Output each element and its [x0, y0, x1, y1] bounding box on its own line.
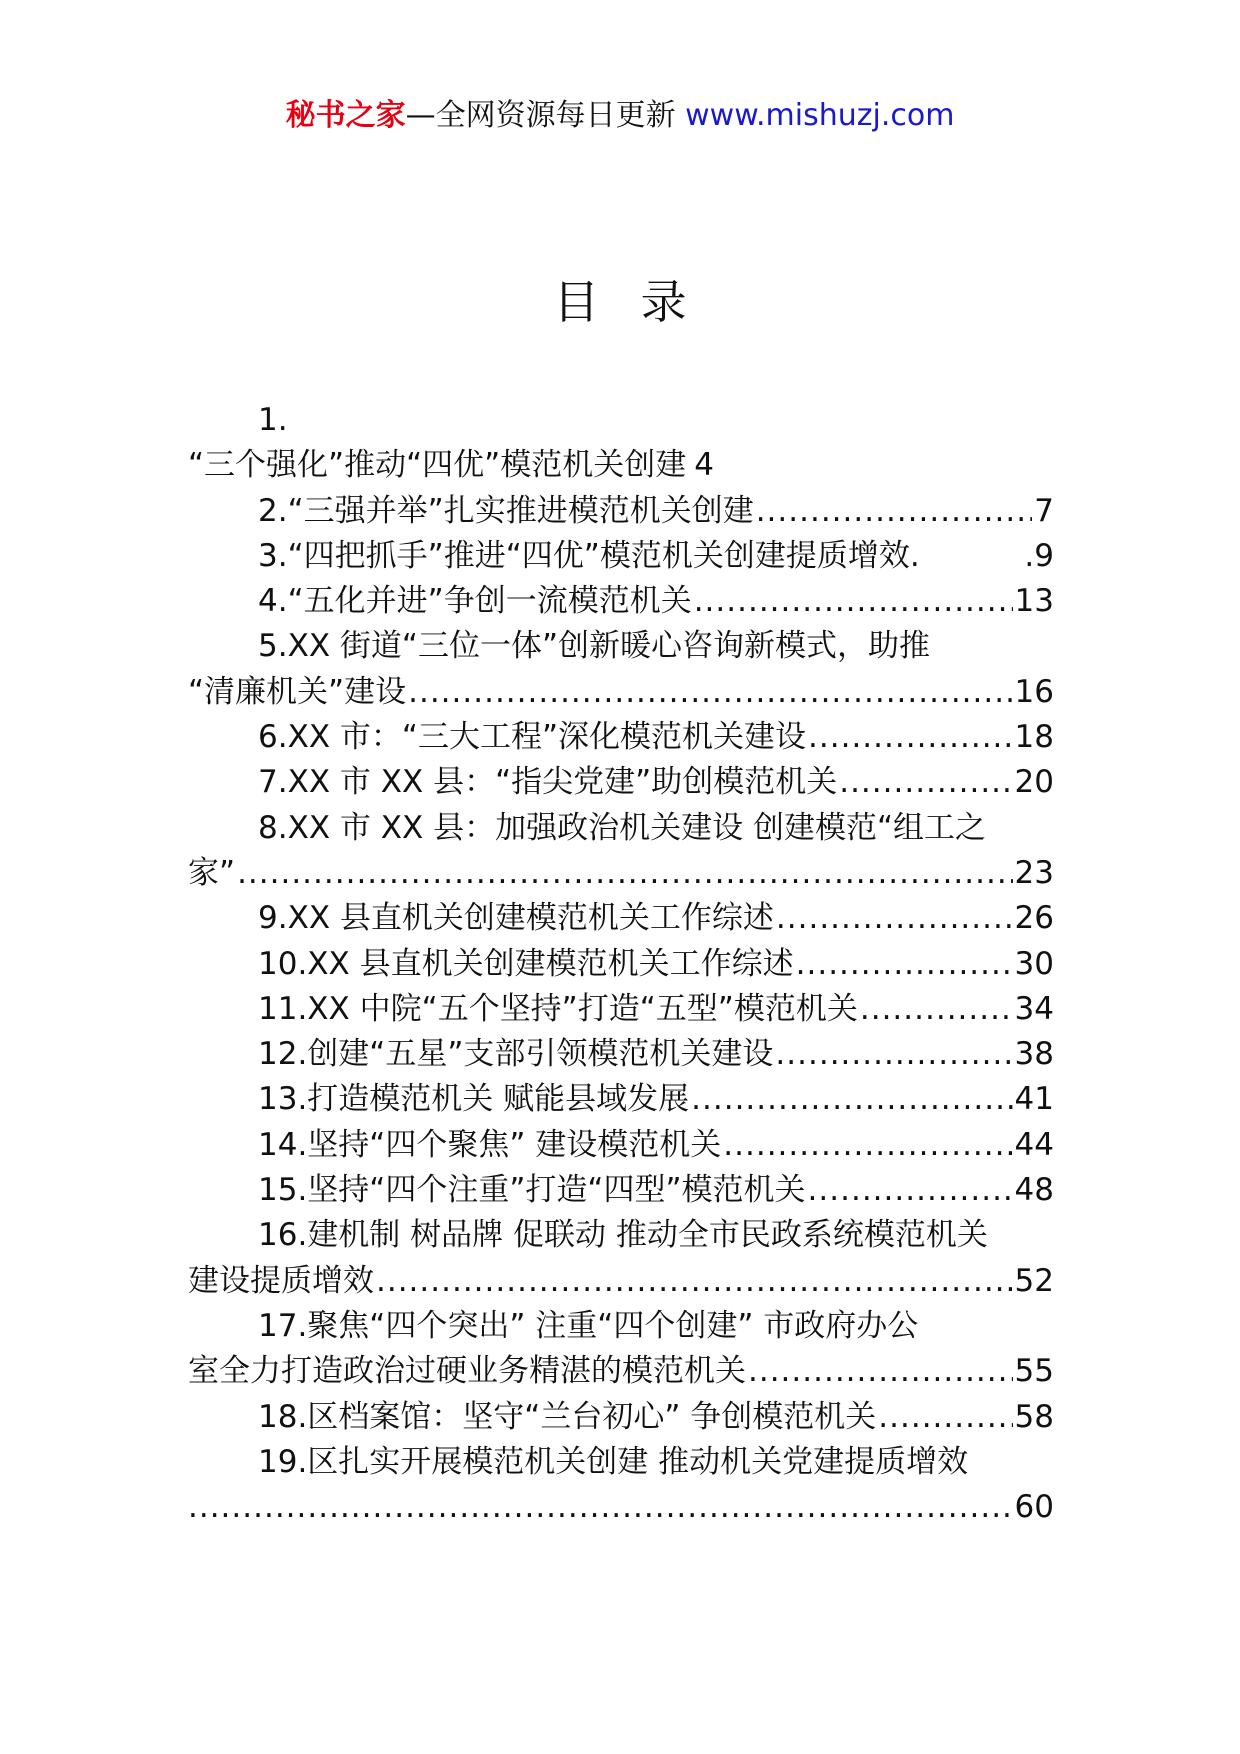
toc-entry-5-line-1[interactable] [188, 624, 1054, 669]
toc-entry-text: 18.区档案馆：坚守“兰台初心” 争创模范机关 [258, 1398, 877, 1435]
toc-entry-text: 3.“四把抓手”推进“四优”模范机关创建提质增效. [258, 537, 920, 574]
header-slogan: —全网资源每日更新 [405, 98, 676, 133]
toc-entry-1-number[interactable] [188, 398, 1054, 443]
toc-entry-text: 11.XX 中院“五个坚持”打造“五型”模范机关 [258, 990, 858, 1027]
toc-entry-11[interactable] [188, 987, 1054, 1032]
toc-entry-6[interactable] [188, 715, 1054, 760]
toc-entry-text: 9.XX 县直机关创建模范机关工作综述 [258, 900, 774, 937]
site-header [0, 96, 1240, 136]
site-url-link[interactable]: www.mishuzj.com [685, 98, 955, 133]
toc-entry-text: 家” [188, 854, 236, 891]
toc-entry-text: 19.区扎实开展模范机关创建 推动机关党建提质增效 [258, 1443, 969, 1480]
toc-entry-17-line-1[interactable] [188, 1304, 1054, 1349]
toc-entry-3[interactable] [188, 534, 1054, 579]
toc-page-number: 26 [1014, 900, 1054, 937]
toc-page-number: .9 [1024, 537, 1054, 574]
toc-entry-4[interactable] [188, 579, 1054, 624]
toc-page-number: 60 [1014, 1489, 1054, 1526]
toc-entry-text: 建设提质增效 [188, 1262, 374, 1299]
toc-entry-1[interactable] [188, 443, 1054, 488]
toc-entry-9[interactable] [188, 896, 1054, 941]
toc-entry-text: “三个强化”推动“四优”模范机关创建 [188, 447, 687, 484]
toc-entry-text: 17.聚焦“四个突出” 注重“四个创建” 市政府办公 [258, 1307, 919, 1344]
toc-leader-dots [776, 896, 1013, 941]
toc-entry-text: 7.XX 市 XX 县：“指尖党建”助创模范机关 [258, 764, 838, 801]
toc-page-number: 13 [1014, 583, 1054, 620]
toc-entry-12[interactable] [188, 1032, 1054, 1077]
toc-leader-dots [808, 1168, 1013, 1213]
toc-entry-text: 15.坚持“四个注重”打造“四型”模范机关 [258, 1172, 806, 1209]
toc-entry-16-line-2[interactable] [188, 1259, 1054, 1304]
toc-leader-dots [878, 1395, 1012, 1440]
toc-leader-dots [188, 1485, 1013, 1530]
toc-entry-19-line-1[interactable] [188, 1440, 1054, 1485]
toc-entry-14[interactable] [188, 1123, 1054, 1168]
toc-entry-text: 12.创建“五星”支部引领模范机关建设 [258, 1036, 774, 1073]
toc-page-number: 58 [1014, 1398, 1054, 1435]
toc-entry-19-line-2[interactable] [188, 1485, 1054, 1530]
toc-leader-dots [237, 851, 1012, 896]
toc-page-number: 23 [1014, 854, 1054, 891]
toc-page-number: 44 [1014, 1126, 1054, 1163]
toc-entry-10[interactable] [188, 942, 1054, 987]
toc-entry-17-line-2[interactable] [188, 1349, 1054, 1394]
toc-page-number: 34 [1014, 990, 1054, 1027]
toc-entry-text: 16.建机制 树品牌 促联动 推动全市民政系统模范机关 [258, 1217, 988, 1254]
toc-leader-dots [756, 489, 1033, 534]
toc-leader-dots [723, 1123, 1012, 1168]
toc-leader-dots [808, 715, 1013, 760]
table-of-contents [188, 398, 1054, 1530]
toc-entry-text: 13.打造模范机关 赋能县域发展 [258, 1081, 690, 1118]
toc-page-number: 18 [1014, 719, 1054, 756]
toc-entry-text: 4.“五化并进”争创一流模范机关 [258, 583, 692, 620]
toc-entry-18[interactable] [188, 1395, 1054, 1440]
toc-entry-text: 10.XX 县直机关创建模范机关工作综述 [258, 945, 794, 982]
toc-page-number: 52 [1014, 1262, 1054, 1299]
toc-entry-number: 1. [258, 402, 288, 438]
toc-entry-16-line-1[interactable] [188, 1213, 1054, 1258]
brand-name: 秘书之家 [285, 98, 406, 133]
toc-entry-2[interactable] [188, 489, 1054, 534]
toc-page-number: 41 [1014, 1081, 1054, 1118]
toc-entry-text: 室全力打造政治过硬业务精湛的模范机关 [188, 1353, 746, 1390]
toc-entry-7[interactable] [188, 760, 1054, 805]
toc-entry-15[interactable] [188, 1168, 1054, 1213]
toc-entry-text: 2.“三强并举”扎实推进模范机关创建 [258, 492, 754, 529]
toc-entry-13[interactable] [188, 1077, 1054, 1122]
toc-leader-dots [748, 1349, 1013, 1394]
toc-page-number: 7 [1034, 492, 1054, 529]
toc-entry-5-line-2[interactable] [188, 670, 1054, 715]
toc-entry-text: “清廉机关”建设 [188, 673, 407, 710]
toc-leader-dots [775, 1032, 1012, 1077]
toc-leader-dots [839, 760, 1012, 805]
toc-page-number: 16 [1014, 673, 1054, 710]
toc-page-number: 38 [1014, 1036, 1054, 1073]
toc-page-number: 30 [1014, 945, 1054, 982]
toc-entry-text: 5.XX 街道“三位一体”创新暖心咨询新模式，助推 [258, 628, 931, 665]
toc-leader-dots [691, 1077, 1012, 1122]
toc-entry-text: 6.XX 市：“三大工程”深化模范机关建设 [258, 719, 807, 756]
document-title: 目录 [553, 275, 729, 329]
toc-entry-8-line-2[interactable] [188, 851, 1054, 896]
toc-entry-8-line-1[interactable] [188, 806, 1054, 851]
toc-page-number: 55 [1014, 1353, 1054, 1390]
toc-page-number: 20 [1014, 764, 1054, 801]
toc-leader-dots [408, 670, 1012, 715]
toc-leader-dots [796, 942, 1013, 987]
toc-entry-text: 14.坚持“四个聚焦” 建设模范机关 [258, 1126, 722, 1163]
toc-page-number: 48 [1014, 1172, 1054, 1209]
toc-page-number: 4 [694, 447, 714, 484]
toc-leader-dots [376, 1259, 1013, 1304]
toc-leader-dots [860, 987, 1013, 1032]
toc-entry-text: 8.XX 市 XX 县：加强政治机关建设 创建模范“组工之 [258, 809, 986, 846]
toc-leader-dots [694, 579, 1013, 624]
